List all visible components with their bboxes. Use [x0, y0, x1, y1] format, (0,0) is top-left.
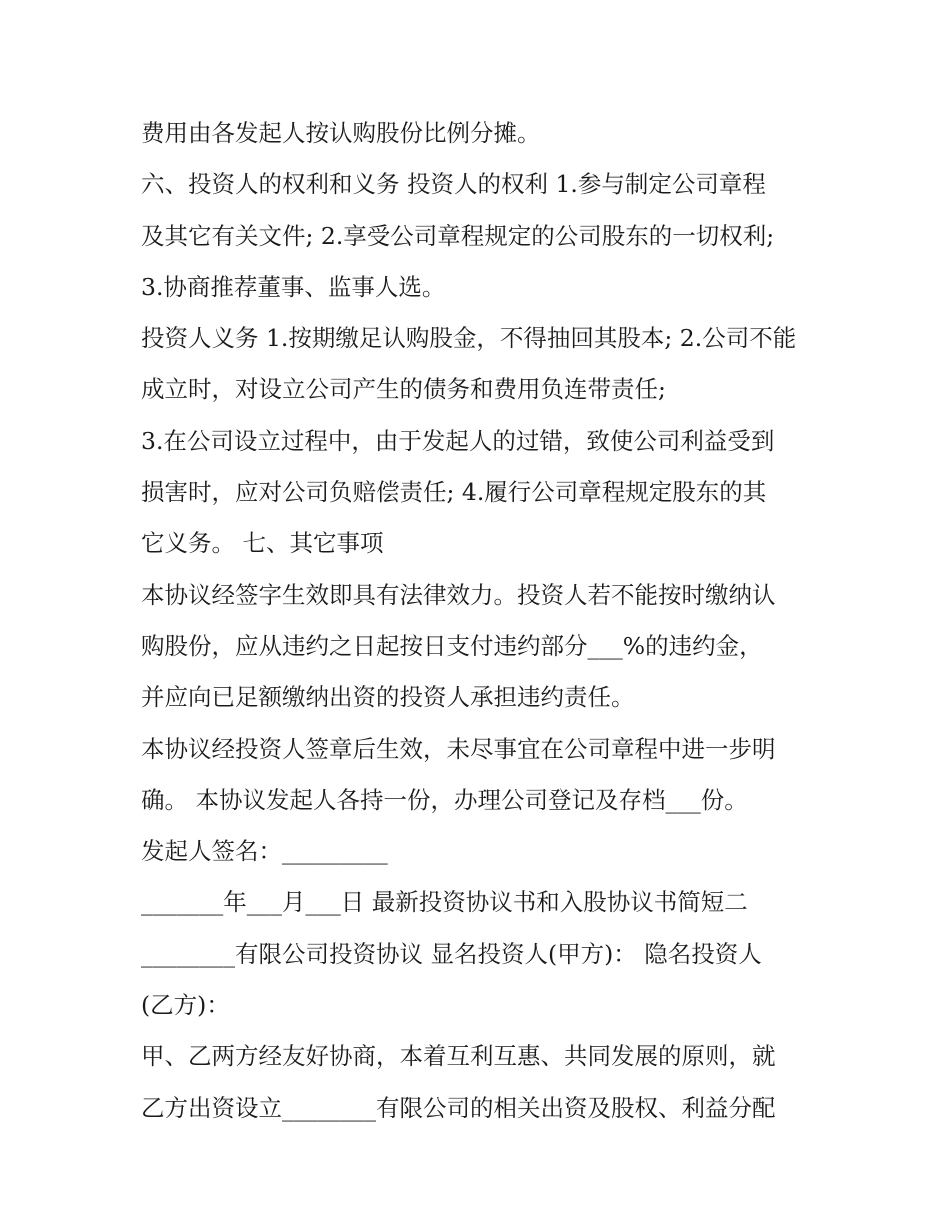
text-line: 购股份，应从违约之日起按日支付违约部分___%的违约金，: [141, 631, 763, 660]
text-line: 确。 本协议发起人各持一份，办理公司登记及存档___份。: [141, 785, 748, 814]
text-line: _______年___月___日 最新投资协议书和入股协议书简短二: [141, 888, 748, 917]
document-body: [141, 108, 831, 1134]
text-line: 甲、乙两方经友好协商，本着互利互惠、共同发展的原则，就: [141, 1042, 776, 1071]
text-line: 它义务。 七、其它事项: [141, 529, 384, 558]
text-line: 乙方出资设立________有限公司的相关出资及股权、利益分配: [141, 1093, 776, 1122]
text-line: 及其它有关文件; 2.享受公司章程规定的公司股东的一切权利;: [141, 221, 775, 250]
text-line: 本协议经投资人签章后生效，未尽事宜在公司章程中进一步明: [141, 734, 776, 763]
text-line: 发起人签名：_________: [141, 837, 388, 866]
text-line: 3.协商推荐董事、监事人选。: [141, 272, 446, 301]
text-line: (乙方)：: [141, 991, 230, 1020]
text-line: 3.在公司设立过程中，由于发起人的过错，致使公司利益受到: [141, 426, 775, 455]
text-line: 损害时，应对公司负赔偿责任; 4.履行公司章程规定股东的其: [141, 478, 767, 507]
text-line: 并应向已足额缴纳出资的投资人承担违约责任。: [141, 683, 635, 712]
text-line: 投资人义务 1.按期缴足认购股金，不得抽回其股本; 2.公司不能: [141, 324, 797, 353]
text-line: 本协议经签字生效即具有法律效力。投资人若不能按时缴纳认: [141, 580, 776, 609]
text-line: 费用由各发起人按认购股份比例分摊。: [141, 119, 541, 147]
text-line: 成立时，对设立公司产生的债务和费用负连带责任;: [141, 375, 666, 404]
text-line: ________有限公司投资协议 显名投资人(甲方)： 隐名投资人: [141, 939, 762, 968]
text-line: 六、投资人的权利和义务 投资人的权利 1.参与制定公司章程: [141, 170, 766, 199]
